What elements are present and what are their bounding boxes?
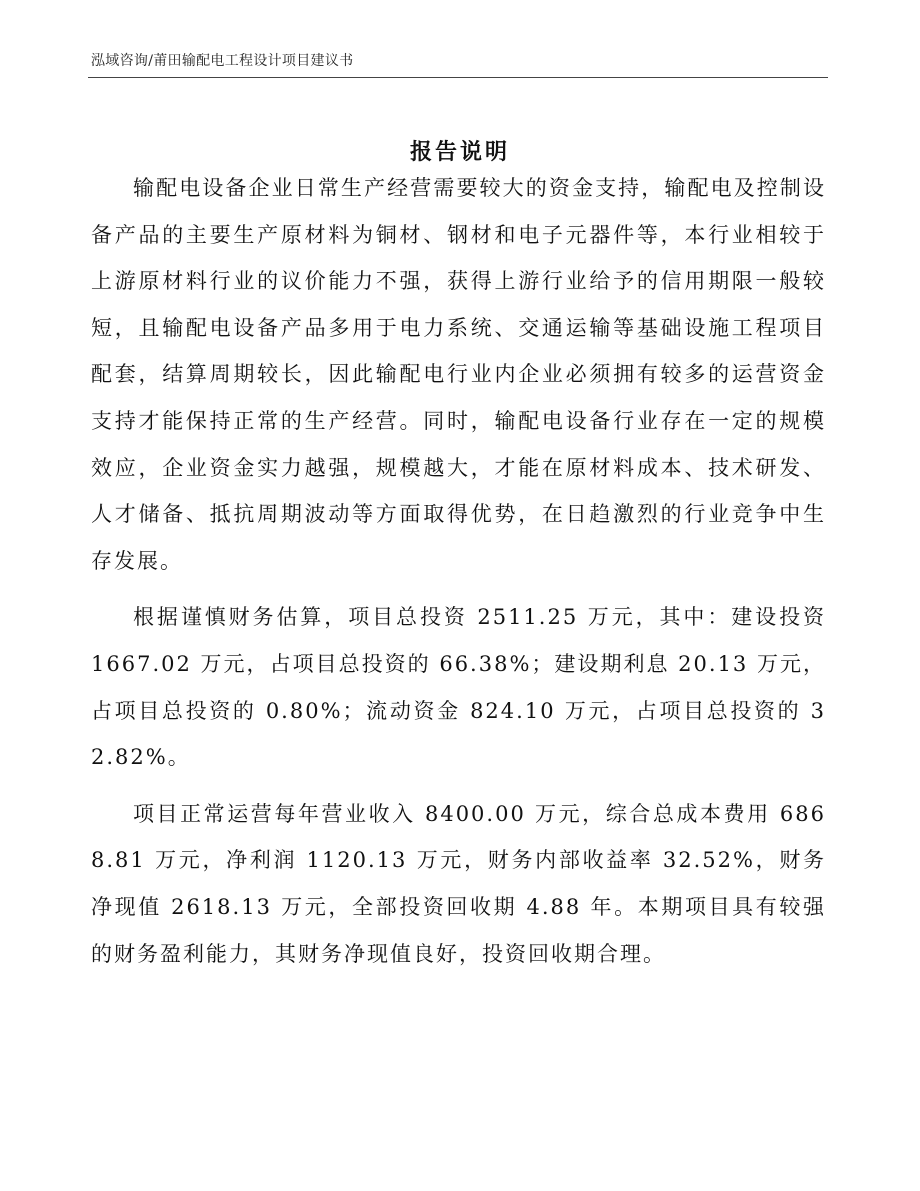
document-body (91, 165, 826, 977)
document-title: 报告说明 (409, 138, 510, 165)
paragraph-industry-overview: 输配电设备企业日常生产经营需要较大的资金支持，输配电及控制设备产品的主要生产原材料为铜材、钢材和电子元器件等，本行业相较于上游原材料行业的议价能力不强，获得上游行业给予的信用期限一般较短，且输配电设备产品多用于电力系统、交通运输等基础设施工程项目配套，结算周期较长，因此输配电行业内企业必须拥有较多的运营资金支持才能保持正常的生产经营。同时，输配电设备行业存在一定的规模效应，企业资金实力越强，规模越大，才能在原材料成本、技术研发、人才储备、抵抗周期波动等方面取得优势，在日趋激烈的行业竞争中生存发展。 (91, 176, 826, 573)
paragraph-investment-estimate: 根据谨慎财务估算，项目总投资 2511.25 万元，其中：建设投资 1667.02 万元，占项目总投资的 66.38%；建设期利息 20.13 万元，占项目总投资的 0.80%；流动资金 824.10 万元，占项目总投资的 32.82%。 (91, 605, 826, 770)
running-header: 泓域咨询/莆田输配电工程设计项目建议书 (91, 53, 354, 69)
paragraph-financial-returns: 项目正常运营每年营业收入 8400.00 万元，综合总成本费用 6868.81 万元，净利润 1120.13 万元，财务内部收益率 32.52%，财务净现值 2618.13 万元，全部投资回收期 4.88 年。本期项目具有较强的财务盈利能力，其财务净现值良好，投资回收期合理。 (91, 801, 826, 966)
header-divider (88, 77, 828, 78)
